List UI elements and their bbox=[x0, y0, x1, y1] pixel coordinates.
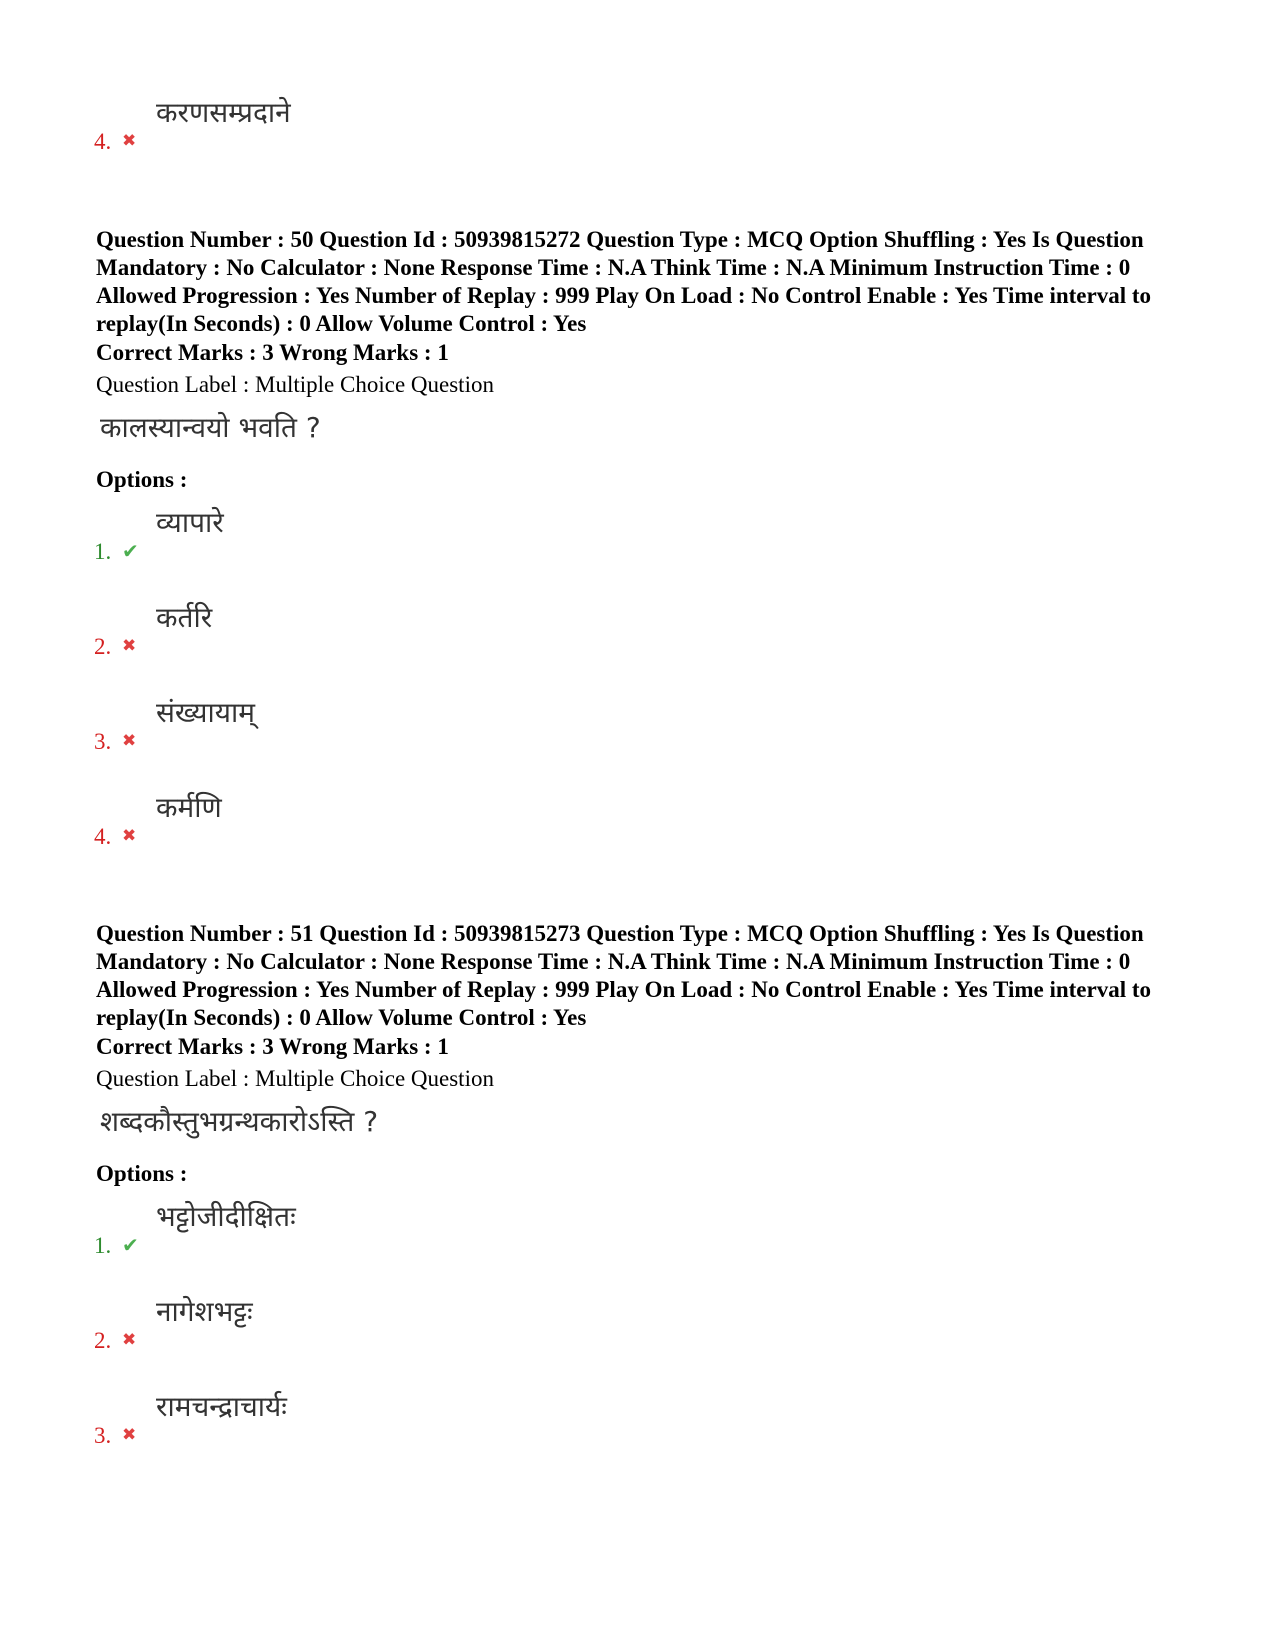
option-text: व्यापारे bbox=[156, 506, 224, 539]
option-text: भट्टोजीदीक्षितः bbox=[156, 1200, 296, 1233]
option-row bbox=[94, 1199, 694, 1259]
option-number: 2. bbox=[94, 634, 112, 659]
option-number: 3. bbox=[94, 729, 112, 754]
marks-info: Correct Marks : 3 Wrong Marks : 1 bbox=[96, 340, 449, 365]
question-metadata: Question Number : 51 Question Id : 50939815273 Question Type : MCQ Option Shuffling : Yes Is Question Mandatory : No Calculator : None Response Time : N.A Think Time : N.A Minimum Instruction Time : 0 Allowed Progression : Yes Number of Replay : 999 Play On Load : No Control Enable : Yes Time interval to replay(In Seconds) : 0 Allow Volume Control : Yes bbox=[96, 921, 1152, 1030]
cross-icon: ✖ bbox=[122, 731, 137, 751]
option-text: कर्मणि bbox=[156, 791, 222, 824]
option-row bbox=[94, 600, 694, 660]
question-text: कालस्यान्वयो भवति ? bbox=[100, 411, 321, 444]
option-number: 3. bbox=[94, 1423, 112, 1448]
option-number: 4. bbox=[94, 824, 112, 849]
cross-icon: ✖ bbox=[122, 1425, 137, 1445]
question-metadata: Question Number : 50 Question Id : 50939815272 Question Type : MCQ Option Shuffling : Yes Is Question Mandatory : No Calculator : None Response Time : N.A Think Time : N.A Minimum Instruction Time : 0 Allowed Progression : Yes Number of Replay : 999 Play On Load : No Control Enable : Yes Time interval to replay(In Seconds) : 0 Allow Volume Control : Yes bbox=[96, 227, 1152, 336]
options-heading: Options : bbox=[96, 467, 188, 492]
option-text: रामचन्द्राचार्यः bbox=[156, 1390, 287, 1423]
marks-info: Correct Marks : 3 Wrong Marks : 1 bbox=[96, 1034, 449, 1059]
question-label: Question Label : Multiple Choice Question bbox=[96, 1066, 494, 1091]
cross-icon: ✖ bbox=[122, 636, 137, 656]
option-text: नागेशभट्टः bbox=[156, 1295, 253, 1328]
cross-icon: ✖ bbox=[122, 1330, 137, 1350]
question-text: शब्दकौस्तुभग्रन्थकारोऽस्ति ? bbox=[100, 1105, 379, 1138]
option-row bbox=[94, 505, 694, 565]
check-icon: ✔ bbox=[122, 1233, 139, 1257]
option-text: करणसम्प्रदाने bbox=[156, 96, 291, 129]
option-row bbox=[94, 790, 694, 850]
option-row bbox=[94, 1389, 694, 1449]
option-row bbox=[94, 1294, 694, 1354]
question-label: Question Label : Multiple Choice Question bbox=[96, 372, 494, 397]
option-row bbox=[94, 95, 694, 155]
option-text: कर्तरि bbox=[156, 601, 213, 634]
check-icon: ✔ bbox=[122, 539, 139, 563]
cross-icon: ✖ bbox=[122, 826, 137, 846]
cross-icon: ✖ bbox=[122, 131, 137, 151]
option-row bbox=[94, 695, 694, 755]
option-text: संख्यायाम् bbox=[156, 696, 256, 729]
options-heading: Options : bbox=[96, 1161, 188, 1186]
option-number: 4. bbox=[94, 129, 112, 154]
option-number: 1. bbox=[94, 539, 112, 564]
option-number: 1. bbox=[94, 1233, 112, 1258]
option-number: 2. bbox=[94, 1328, 112, 1353]
